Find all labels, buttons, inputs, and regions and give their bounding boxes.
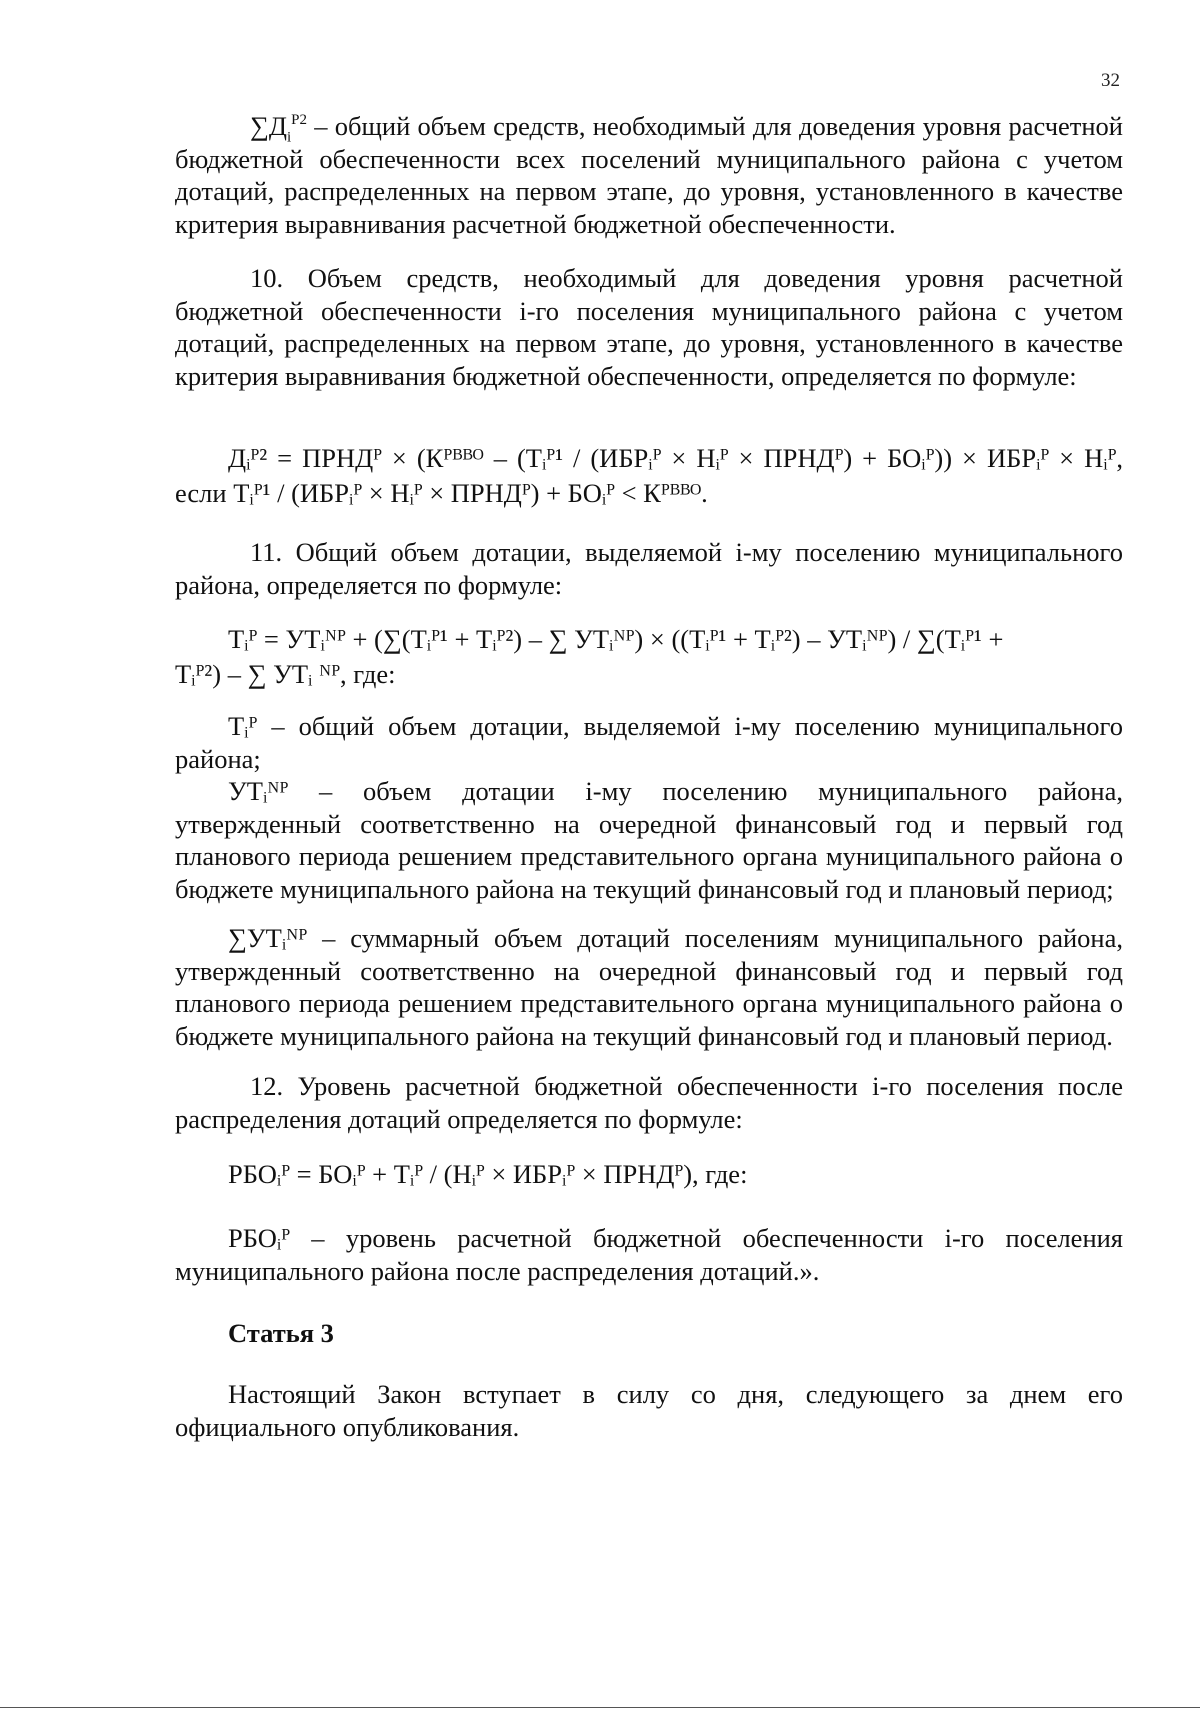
sum-d-sup: Р2 <box>291 112 307 129</box>
article-heading: Статья 3 <box>228 1318 334 1348</box>
formula-3: РБОᵢᴾ = БОᵢᴾ + Тᵢᴾ / (Нᵢᴾ × ИБРᵢᴾ × ПРНДᴾ), где: <box>228 1159 748 1189</box>
definition-t: Тᵢᴾ – общий объем дотации, выделяемой і-му поселению муниципального района; <box>175 711 1123 774</box>
sum-d-symbol: ∑Д <box>250 111 287 141</box>
sum-d-text: – общий объем средств, необходимый для доведения уровня расчетной бюджетной обеспеченности всех поселений муниципального района с учетом дотаций, распределенных на первом этапе, до уровня, установленного в качестве критерия выравнивания расчетной бюджетной обеспеченности. <box>175 111 1123 239</box>
definition-sum-ut: ∑УТᵢᴺᴾ – суммарный объем дотаций поселениям муниципального района, утвержденный соответственно на очередной финансовый год и первый год планового периода решением представительного органа муниципального района о бюджете муниципального района на текущий финансовый год и плановый период. <box>175 923 1123 1051</box>
definition-ut: УТᵢᴺᴾ – объем дотации і-му поселению муниципального района, утвержденный соответственно на очередной финансовый год и первый год планового периода решением представительного органа муниципального района о бюджете муниципального района на текущий финансовый год и плановый период; <box>175 776 1123 904</box>
scan-edge-line <box>0 1707 1200 1708</box>
paragraph-sum-d-definition <box>175 110 1123 240</box>
formula-2 <box>175 623 1123 690</box>
formula-2-line-2: Тᵢᴾ²) – ∑ УТᵢ ᴺᴾ, где: <box>175 658 396 689</box>
definition-rbo: РБОᵢᴾ – уровень расчетной бюджетной обеспеченности і-го поселения муниципального района после распределения дотаций.». <box>175 1223 1123 1286</box>
page-number: 32 <box>1101 70 1120 91</box>
article-text: Настоящий Закон вступает в силу со дня, следующего за днем его официального опубликования. <box>175 1379 1123 1442</box>
formula-1-line-2: если Тᵢᴾ¹ / (ИБРᵢᴾ × Нᵢᴾ × ПРНДᴾ) + БОᵢᴾ < Кᴾᴮᴮᴼ. <box>175 477 708 508</box>
paragraph-10: 10. Объем средств, необходимый для доведения уровня расчетной бюджетной обеспеченности і-го поселения муниципального района с учетом дотаций, распределенных на первом этапе, до уровня, установленного в качестве критерия выравнивания бюджетной обеспеченности, определяется по формуле: <box>175 263 1123 391</box>
paragraph-11: 11. Общий объем дотации, выделяемой і-му поселению муниципального района, определяется по формуле: <box>175 537 1123 600</box>
formula-2-line-1: Тᵢᴾ = УТᵢᴺᴾ + (∑(Тᵢᴾ¹ + Тᵢᴾ²) – ∑ УТᵢᴺᴾ) × ((Тᵢᴾ¹ + Тᵢᴾ²) – УТᵢᴺᴾ) / ∑(Тᵢᴾ¹ + <box>228 624 1004 654</box>
paragraph-12: 12. Уровень расчетной бюджетной обеспеченности і-го поселения после распределения дотаций определяется по формуле: <box>175 1071 1123 1134</box>
formula-1-line-1: Дᵢᴾ² = ПРНДᴾ × (Кᴾᴮᴮᴼ – (Тᵢᴾ¹ / (ИБРᵢᴾ × Нᵢᴾ × ПРНДᴾ) + БОᵢᴾ)) × ИБРᵢᴾ × Нᵢᴾ, <box>228 443 1123 473</box>
formula-1 <box>175 442 1123 509</box>
sum-d-sub: i <box>286 129 292 146</box>
